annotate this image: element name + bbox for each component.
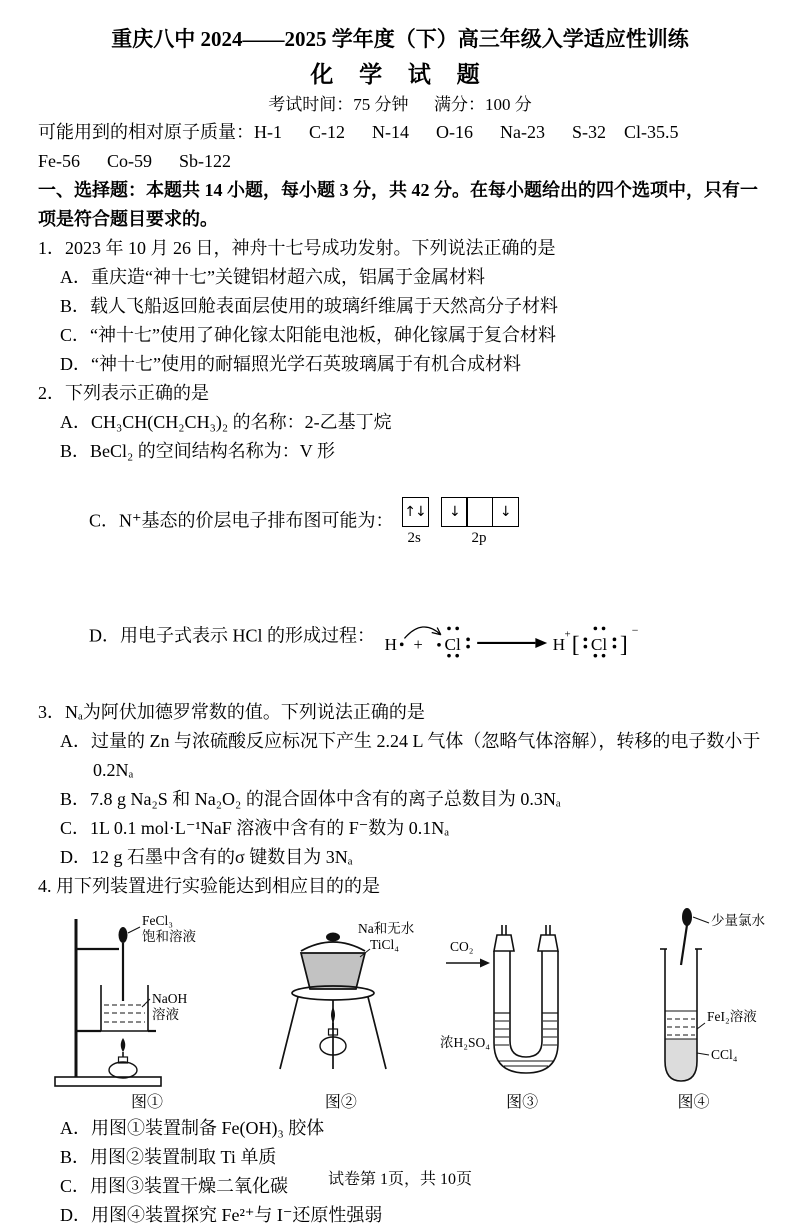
q4-figures xyxy=(52,905,776,1114)
q2-option-a: A．CH₃CH(CH₂CH₃)₂ 的名称：2-乙基丁烷 xyxy=(60,412,392,432)
q1-option-d: D．“神十七”使用的耐辐照光学石英玻璃属于有机合成材料 xyxy=(60,354,521,374)
formula-cl-ion: Cl xyxy=(590,635,608,655)
fig3-label-h2so4: 浓H₂SO₄ xyxy=(439,1035,490,1050)
formula-cl: Cl xyxy=(444,635,461,655)
q2-option-d xyxy=(38,581,762,694)
formula-bracket-right: ] xyxy=(619,632,628,659)
crucible-apparatus xyxy=(248,905,433,1091)
q1-stem: 1．2023 年 10 月 26 日，神舟十七号成功发射。下列说法正确的是 xyxy=(38,238,556,258)
q3-stem: 3．Nₐ为阿伏加德罗常数的值。下列说法正确的是 xyxy=(38,702,425,722)
atomic-masses-line2: Fe-56 Co-59 Sb-122 xyxy=(38,151,231,171)
orbital-label-2p: 2p xyxy=(471,530,487,546)
orbital-diagram xyxy=(402,497,518,548)
electron-formula-diagram xyxy=(379,610,679,665)
page-subtitle: 化 学 试 题 xyxy=(310,62,490,87)
formula-h: H xyxy=(384,635,397,655)
orbital-label-2s: 2s xyxy=(407,530,421,546)
fig1-label-fecl3: FeCl₃ xyxy=(142,913,173,928)
q3-option-c: C．1L 0.1 mol·L⁻¹NaF 溶液中含有的 F⁻数为 0.1Nₐ xyxy=(60,818,450,838)
q2-stem: 2．下列表示正确的是 xyxy=(38,383,209,403)
q4-option-a: A．用图①装置制备 Fe(OH)₃ 胶体 xyxy=(60,1118,325,1138)
q2-option-c xyxy=(38,468,762,577)
fig4-label-chlorine-water: 少量氯水 xyxy=(710,913,765,928)
formula-anion-charge: − xyxy=(631,622,639,637)
formula-plus: + xyxy=(413,635,423,655)
q2-option-c-text: C．N⁺基态的价层电子排布图可能为： xyxy=(89,510,394,531)
q4-option-c: C．用图③装置干燥二氧化碳 xyxy=(60,1176,289,1196)
q1-option-c: C．“神十七”使用了砷化镓太阳能电池板，砷化镓属于复合材料 xyxy=(60,325,556,345)
q4-figure-1 xyxy=(52,905,242,1114)
orbital-2s xyxy=(402,497,427,548)
fig4-caption: 图④ xyxy=(677,1094,710,1111)
fig1-label-saturated: 饱和溶液 xyxy=(142,929,196,944)
fig2-label-ticl4: TiCl₄ xyxy=(370,937,400,952)
exam-info: 考试时间：75 分钟 满分：100 分 xyxy=(268,95,532,114)
q4-option-b: B．用图②装置制取 Ti 单质 xyxy=(60,1147,277,1167)
page-title: 重庆八中 2024——2025 学年度（下）高三年级入学适应性训练 xyxy=(111,27,689,51)
fig1-label-solution: 溶液 xyxy=(152,1007,179,1022)
orbital-box-2p-2 xyxy=(466,497,493,527)
fig3-label-co2: CO₂ xyxy=(449,939,474,954)
q2-option-b: B．BeCl₂ 的空间结构名称为：V 形 xyxy=(60,441,335,461)
fig1-label-naoh: NaOH xyxy=(152,991,188,1006)
formula-h-ion: H xyxy=(552,635,566,655)
atomic-masses-line1: 可能用到的相对原子质量：H-1 C-12 N-14 O-16 Na-23 S-32 Cl-35.5 xyxy=(38,122,679,142)
fig4-label-fei2: FeI₂溶液 xyxy=(706,1009,757,1024)
u-tube-apparatus xyxy=(440,905,605,1091)
q4-figure-4 xyxy=(611,905,776,1114)
iron-stand-apparatus xyxy=(52,905,242,1091)
fig1-caption: 图① xyxy=(130,1094,163,1111)
orbital-2p xyxy=(441,497,517,548)
q3-option-a: A．过量的 Zn 与浓硫酸反应标况下产生 2.24 L 气体（忽略气体溶解），转移的电子数小于 0.2Nₐ xyxy=(60,731,765,780)
formula-bracket-left: [ xyxy=(571,632,580,659)
q3-option-b: B．7.8 g Na₂S 和 Na₂O₂ 的混合固体中含有的离子总数目为 0.3Nₐ xyxy=(60,789,561,809)
q2-option-d-text: D．用电子式表示 HCl 的形成过程： xyxy=(89,625,376,646)
fig3-caption: 图③ xyxy=(506,1094,539,1111)
orbital-box-2p-3: ↓ xyxy=(492,497,519,527)
q4-figure-2 xyxy=(248,905,433,1114)
q4-figure-3 xyxy=(440,905,605,1114)
page-footer: 试卷第 1页，共 10页 xyxy=(327,1171,472,1188)
test-tube-apparatus xyxy=(611,905,776,1091)
fig2-caption: 图② xyxy=(324,1094,357,1111)
orbital-box-2p-1: ↓ xyxy=(441,497,468,527)
orbital-box-2s: ↑↓ xyxy=(402,497,429,527)
q1-option-a: A．重庆造“神十七”关键铝材超六成，铝属于金属材料 xyxy=(60,267,485,287)
section1-header: 一、选择题：本题共 14 小题，每小题 3 分，共 42 分。在每小题给出的四个选项中，只有一项是符合题目要求的。 xyxy=(38,180,758,229)
formula-h-charge: + xyxy=(564,628,571,641)
q4-option-d: D．用图④装置探究 Fe²⁺与 I⁻还原性强弱 xyxy=(60,1205,383,1225)
fig4-label-ccl4: CCl₄ xyxy=(710,1047,738,1062)
fig2-label-na: Na和无水 xyxy=(358,921,415,936)
q3-option-d: D．12 g 石墨中含有的σ 键数目为 3Nₐ xyxy=(60,847,353,867)
q1-option-b: B．载人飞船返回舱表面层使用的玻璃纤维属于天然高分子材料 xyxy=(60,296,559,316)
q4-stem: 4. 用下列装置进行实验能达到相应目的的是 xyxy=(38,876,380,896)
